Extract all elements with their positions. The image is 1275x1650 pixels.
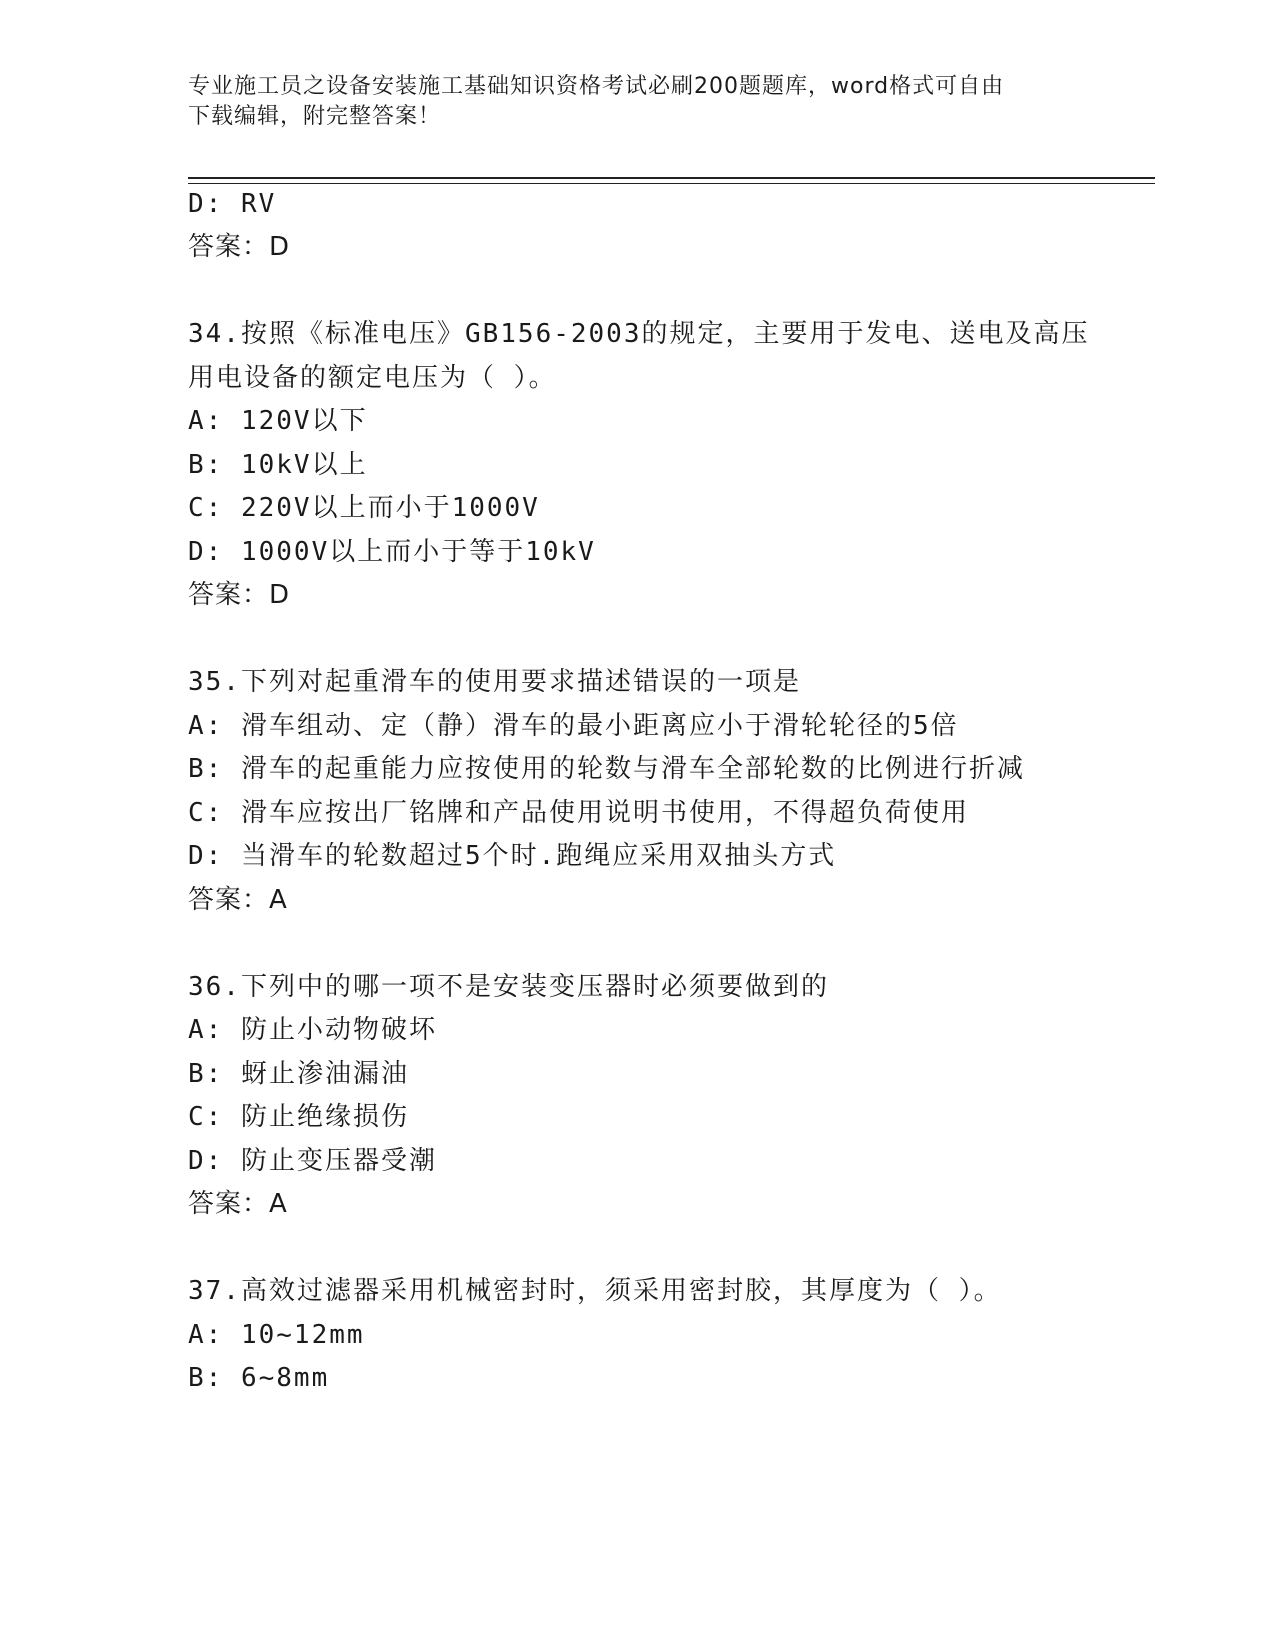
question-text-line-2: 用电设备的额定电压为（ ）。	[188, 363, 557, 393]
option-c: C: 220V以上而小于1000V	[188, 493, 540, 523]
title-line-2: 下载编辑，附完整答案！	[188, 104, 442, 129]
answer: 答案：A	[188, 885, 288, 915]
option-a: A: 10~12mm	[188, 1320, 365, 1350]
question-text-line-1: 34.按照《标准电压》GB156-2003的规定，主要用于发电、送电及高压	[188, 319, 1090, 349]
option-d: D: 1000V以上而小于等于10kV	[188, 537, 596, 567]
title-line-1: 专业施工员之设备安装施工基础知识资格考试必刷200题题库，word格式可自由	[188, 74, 1005, 99]
document-title	[188, 72, 1088, 132]
option-b: B: 滑车的起重能力应按使用的轮数与滑车全部轮数的比例进行折减	[188, 754, 1025, 784]
option-d: D: 当滑车的轮数超过5个时.跑绳应采用双抽头方式	[188, 841, 837, 871]
option-b: B: 6~8mm	[188, 1363, 330, 1393]
option-c: C: 滑车应按出厂铭牌和产品使用说明书使用，不得超负荷使用	[188, 798, 969, 828]
option-d: D: RV	[188, 189, 277, 219]
option-a: A: 防止小动物破坏	[188, 1015, 437, 1045]
option-d: D: 防止变压器受潮	[188, 1146, 437, 1176]
header-divider-thin	[188, 183, 1155, 184]
header-divider-thick	[188, 177, 1155, 179]
option-a: A: 滑车组动、定（静）滑车的最小距离应小于滑轮轮径的5倍	[188, 711, 959, 741]
answer: 答案：D	[188, 232, 291, 262]
answer: 答案：A	[188, 1189, 288, 1219]
option-b: B: 蚜止渗油漏油	[188, 1059, 409, 1089]
answer: 答案：D	[188, 580, 291, 610]
question-text: 35.下列对起重滑车的使用要求描述错误的一项是	[188, 667, 801, 697]
option-b: B: 10kV以上	[188, 450, 368, 480]
option-a: A: 120V以下	[188, 406, 368, 436]
question-text: 37.高效过滤器采用机械密封时，须采用密封胶，其厚度为（ ）。	[188, 1276, 1002, 1306]
question-text: 36.下列中的哪一项不是安装变压器时必须要做到的	[188, 972, 829, 1002]
option-c: C: 防止绝缘损伤	[188, 1102, 409, 1132]
